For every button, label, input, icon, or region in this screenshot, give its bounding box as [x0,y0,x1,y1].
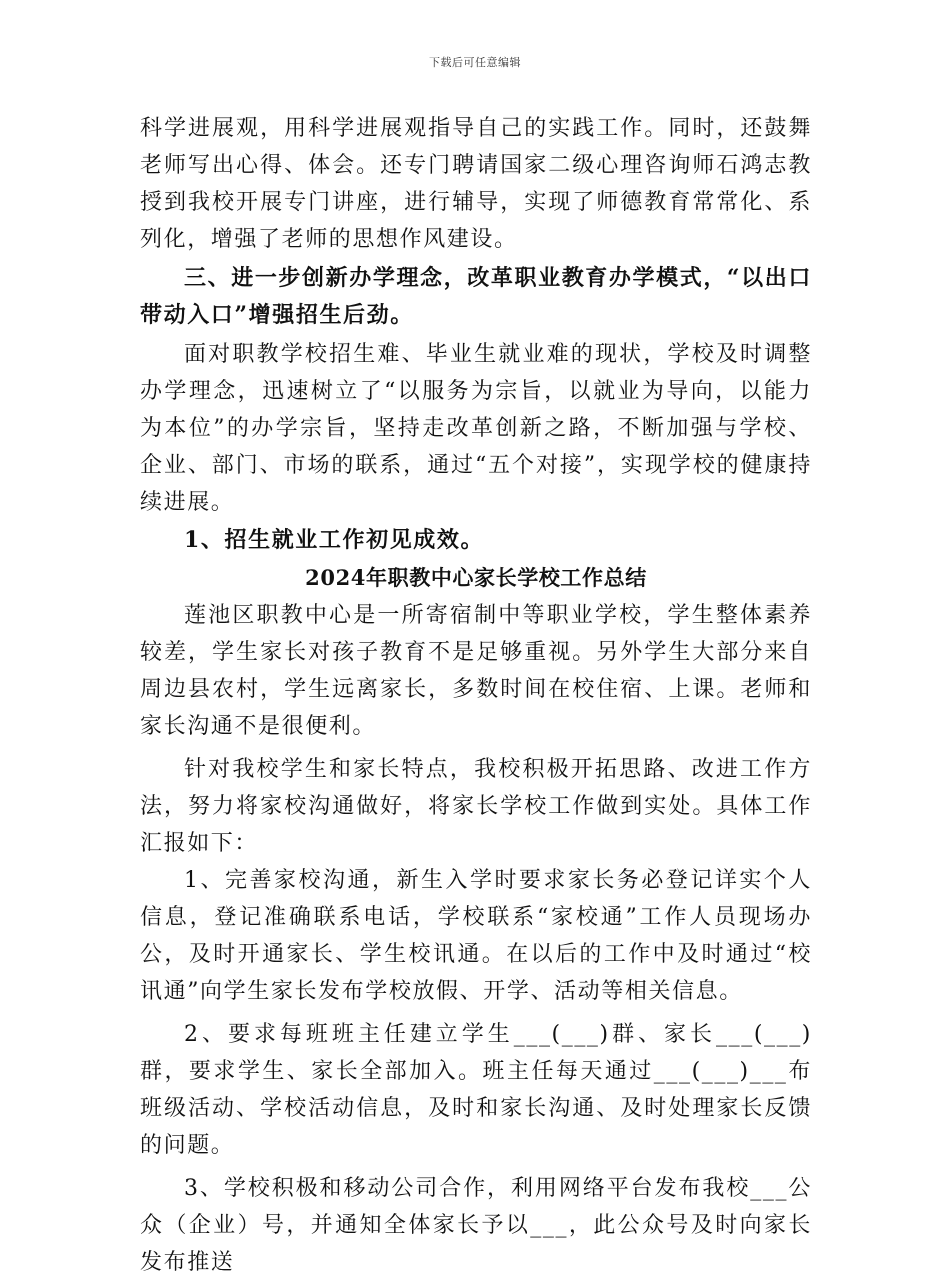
document-body [140,110,812,1281]
paragraph-5: 1、完善家校沟通，新生入学时要求家长务必登记详实个人信息，登记准确联系电话，学校联系“家校通”工作人员现场办公，及时开通家长、学生校讯通。在以后的工作中及时通过“校讯通”向学生家长发布学校放假、开学、活动等相关信息。 [140,868,812,1004]
subheading-1: 1、招生就业工作初见成效。 [184,527,485,553]
paragraph-7: 3、学校积极和移动公司合作，利用网络平台发布我校___公众（企业）号，并通知全体家长予以___，此公众号及时向家长发布推送 [140,1176,812,1275]
paragraph-4: 针对我校学生和家长特点，我校积极开拓思路、改进工作方法，努力将家校沟通做好，将家长学校工作做到实处。具体工作汇报如下： [140,757,812,856]
paragraph-3: 莲池区职教中心是一所寄宿制中等职业学校，学生整体素养较差，学生家长对孩子教育不是足够重视。另外学生大部分来自周边县农村，学生远离家长，多数时间在校住宿、上课。老师和家长沟通不是很便利。 [140,603,812,739]
paragraph-6: 2、要求每班班主任建立学生___(___)群、家长___(___)群，要求学生、家长全部加入。班主任每天通过___(___)___布班级活动、学校活动信息，及时和家长沟通、及时处理家长反馈的问题。 [140,1022,812,1158]
section-heading-3: 三、进一步创新办学理念，改革职业教育办学模式，“以出口带动入口”增强招生后劲。 [140,265,812,328]
header-note: 下载后可任意编辑 [429,56,521,69]
paragraph-1: 科学进展观，用科学进展观指导自己的实践工作。同时，还鼓舞老师写出心得、体会。还专门聘请国家二级心理咨询师石鸿志教授到我校开展专门讲座，进行辅导，实现了师德教育常常化、系列化，增强了老师的思想作风建设。 [140,116,812,252]
paragraph-2: 面对职教学校招生难、毕业生就业难的现状，学校及时调整办学理念，迅速树立了“以服务为宗旨，以就业为导向，以能力为本位”的办学宗旨，坚持走改革创新之路，不断加强与学校、企业、部门、市场的联系，通过“五个对接”，实现学校的健康持续进展。 [140,342,812,515]
document-title: 2024年职教中心家长学校工作总结 [305,565,647,590]
